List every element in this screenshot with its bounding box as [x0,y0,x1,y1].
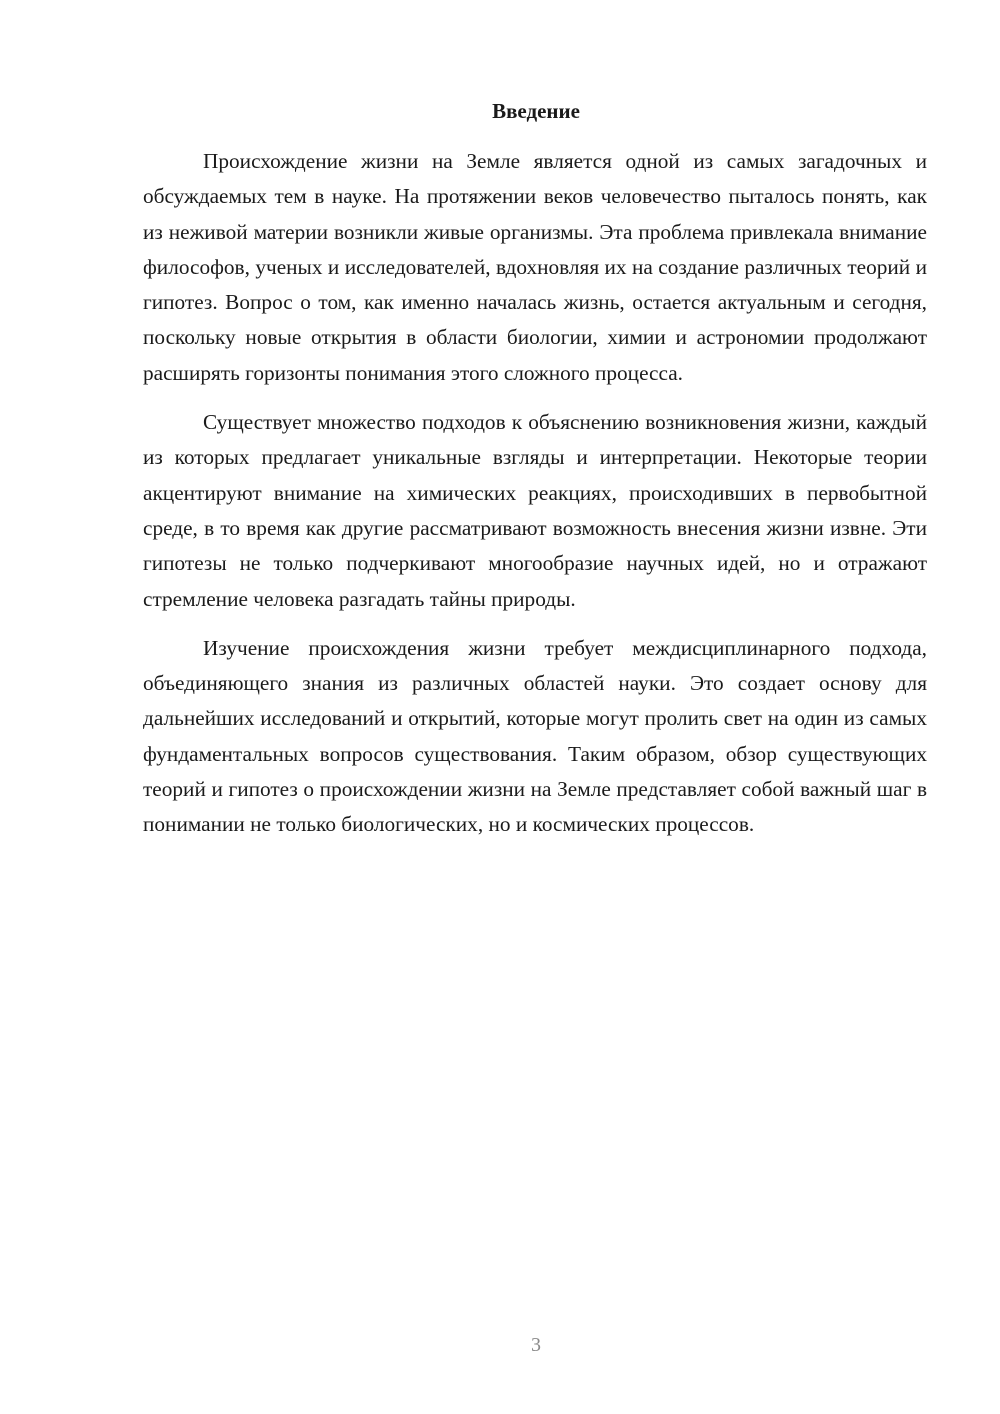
paragraph-1: Происхождение жизни на Земле является одной из самых загадочных и обсуждаемых тем в науке. На протяжении веков человечество пыталось понять, как из неживой материи возникли живые организмы. Эта проблема привлекала внимание философов, ученых и исследователей, вдохновляя их на создание различных теорий и гипотез. Вопрос о том, как именно началась жизнь, остается актуальным и сегодня, поскольку новые открытия в области биологии, химии и астрономии продолжают расширять горизонты понимания этого сложного процесса. [143,149,927,385]
paragraph-2: Существует множество подходов к объяснению возникновения жизни, каждый из которых предлагает уникальные взгляды и интерпретации. Некоторые теории акцентируют внимание на химических реакциях, происходивших в первобытной среде, в то время как другие рассматривают возможность внесения жизни извне. Эти гипотезы не только подчеркивают многообразие научных идей, но и отражают стремление человека разгадать тайны природы. [143,410,927,611]
section-heading: Введение [492,99,580,123]
page-number: 3 [531,1334,541,1356]
paragraph-3: Изучение происхождения жизни требует междисциплинарного подхода, объединяющего знания из различных областей науки. Это создает основу для дальнейших исследований и открытий, которые могут пролить свет на один из самых фундаментальных вопросов существования. Таким образом, обзор существующих теорий и гипотез о происхождении жизни на Земле представляет собой важный шаг в понимании не только биологических, но и космических процессов. [143,635,927,837]
body-text [143,144,927,857]
